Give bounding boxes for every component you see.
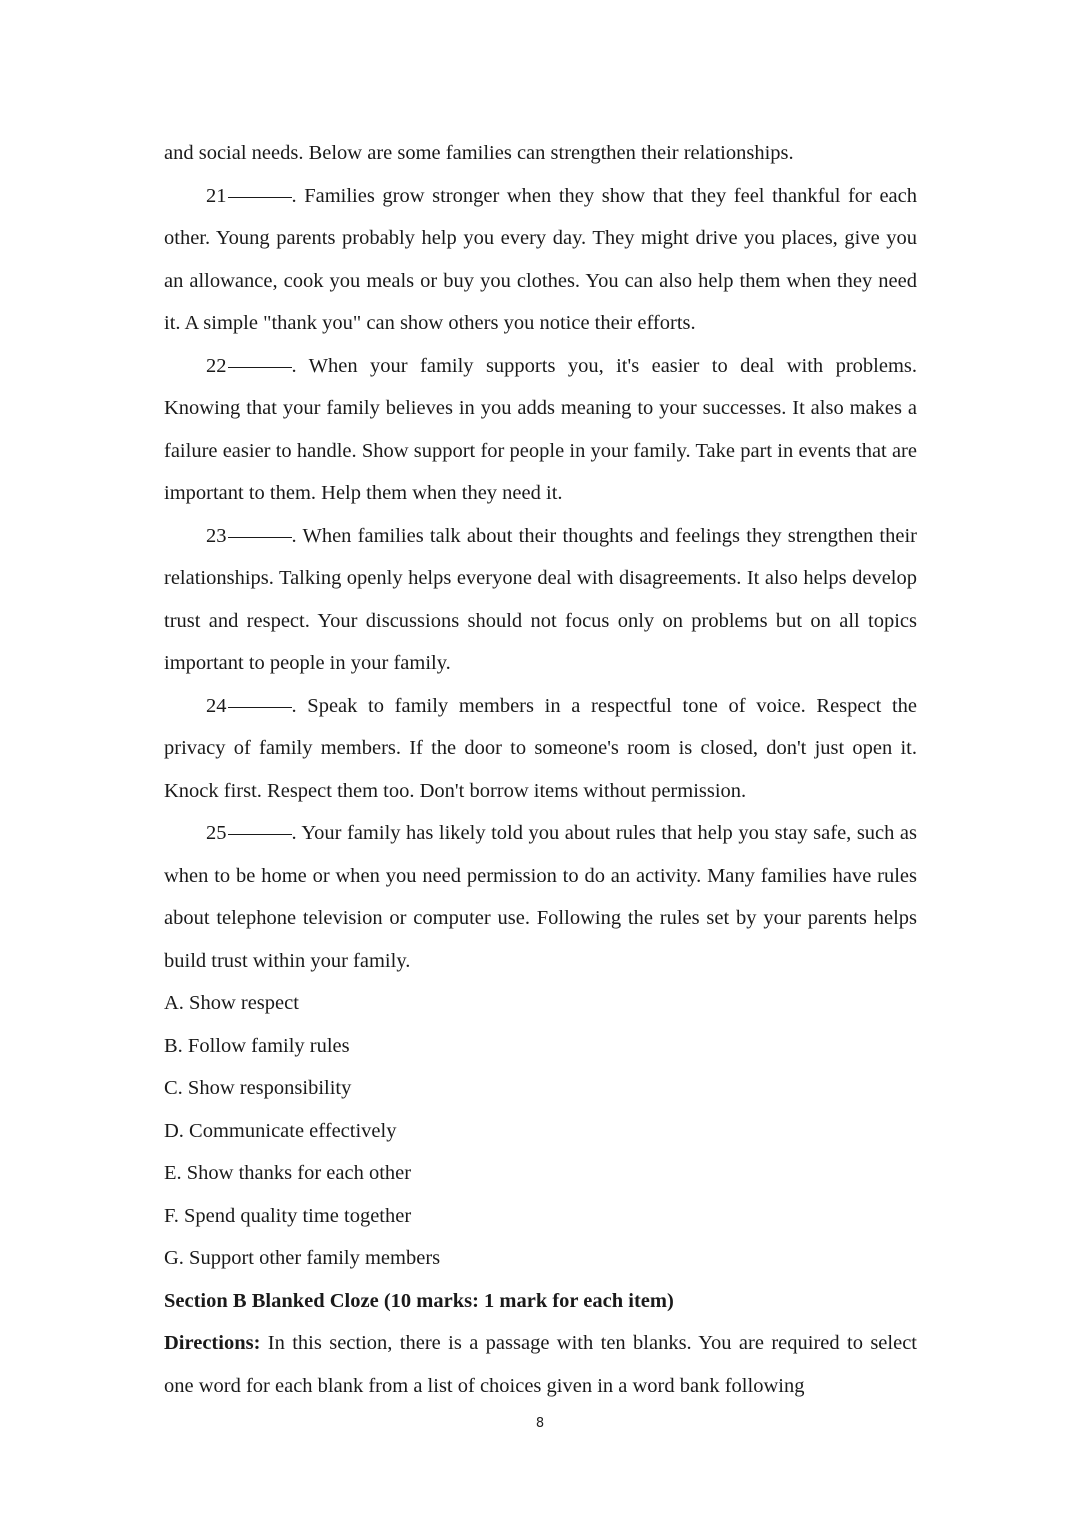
directions-text: In this section, there is a passage with ten blanks. You are required to select one word for each blank from a list of choices given in a word bank following — [164, 1332, 917, 1397]
option-d: D. Communicate effectively — [164, 1119, 397, 1142]
paragraph-text: . Speak to family members in a respectful tone of voice. Respect the privacy of family members. If the door to someone's room is closed, don't just open it. Knock first. Respect them too. Don't borrow items without permission. — [164, 694, 917, 802]
item-number: 25 — [206, 822, 227, 844]
paragraph-24 — [164, 685, 917, 813]
item-number: 21 — [206, 184, 227, 207]
paragraph-23 — [164, 515, 917, 685]
section-b-title: Section B Blanked Cloze (10 marks: 1 mark for each item) — [164, 1289, 674, 1312]
item-number: 22 — [206, 354, 227, 377]
answer-blank — [228, 197, 292, 198]
paragraph-21 — [164, 175, 917, 345]
paragraph-text: . When your family supports you, it's easier to deal with problems. Knowing that your family believes in you adds meaning to your successes. It also makes a failure easier to handle. Show support for people in your family. Take part in events that are important to them. Help them when they need it. — [164, 354, 917, 504]
directions-label: Directions: — [164, 1332, 261, 1354]
paragraph-text: . Families grow stronger when they show that they feel thankful for each other. Young parents probably help you every day. They might drive you places, give you an allowance, cook you meals or buy you clothes. You can also help them when they need it. A simple "thank you" can show others you notice their efforts. — [164, 184, 917, 334]
paragraph-22 — [164, 345, 917, 515]
option-a: A. Show respect — [164, 992, 299, 1014]
document-page — [164, 132, 917, 1407]
answer-blank — [228, 537, 292, 538]
page-number: 8 — [535, 1416, 545, 1431]
option-b: B. Follow family rules — [164, 1034, 350, 1057]
answer-blank — [228, 707, 292, 708]
answer-blank — [228, 834, 292, 835]
intro-tail: and social needs. Below are some families can strengthen their relationships. — [164, 142, 794, 164]
item-number: 24 — [206, 694, 227, 717]
paragraph-25 — [164, 812, 917, 982]
item-number: 23 — [206, 524, 227, 547]
paragraph-text: . When families talk about their thoughts and feelings they strengthen their relationships. Talking openly helps everyone deal with disagreements. It also helps develop trust and respect. Your discussions should not focus only on problems but on all topics important to people in your family. — [164, 524, 917, 674]
option-f: F. Spend quality time together — [164, 1204, 412, 1227]
option-e: E. Show thanks for each other — [164, 1162, 412, 1184]
option-c: C. Show responsibility — [164, 1077, 352, 1099]
section-b-directions — [164, 1322, 917, 1407]
paragraph-text: . Your family has likely told you about rules that help you stay safe, such as when to be home or when you need permission to do an activity. Many families have rules about telephone television or computer use. Following the rules set by your parents helps build trust within your family. — [164, 822, 917, 972]
option-g: G. Support other family members — [164, 1247, 441, 1269]
answer-blank — [228, 367, 292, 368]
